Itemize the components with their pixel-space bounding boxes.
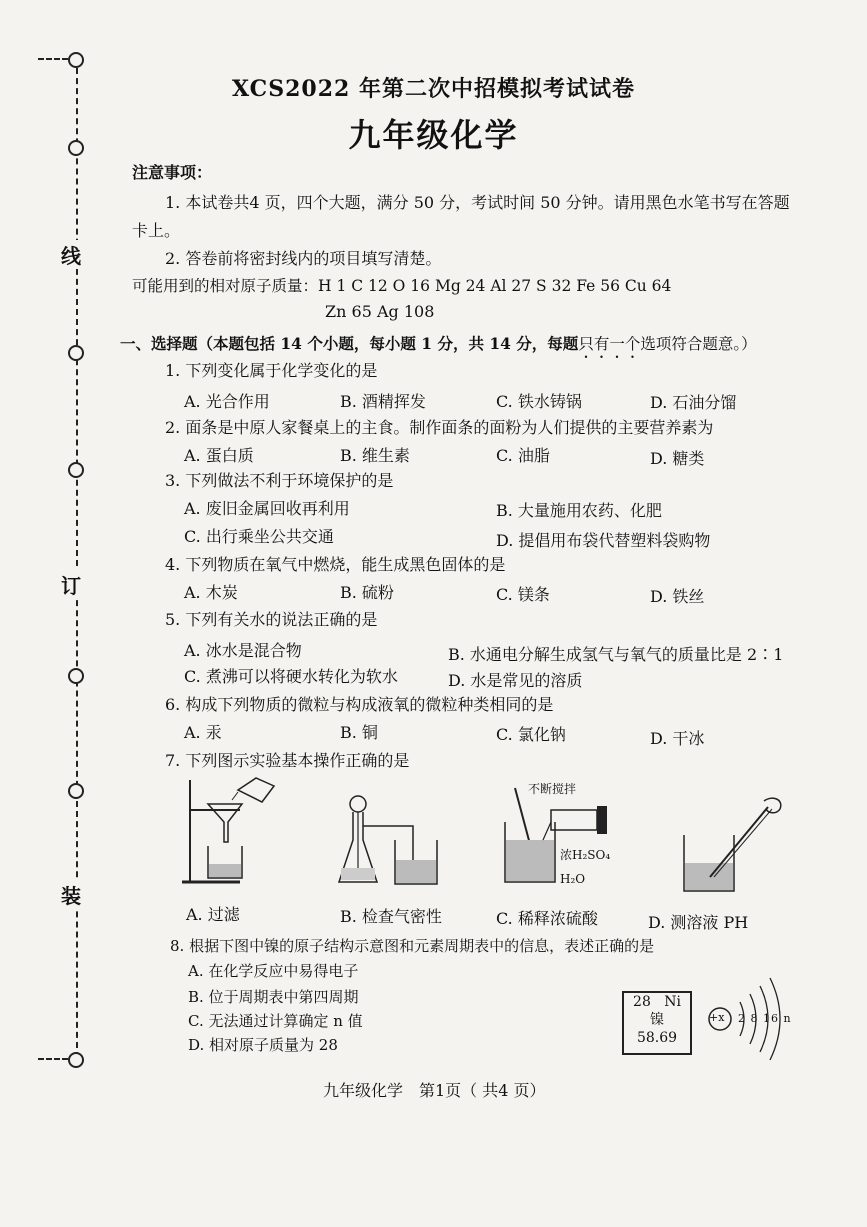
question-2-stem: 2. 面条是中原人家餐桌上的主食。制作面条的面粉为人们提供的主要营养素为 <box>165 418 714 437</box>
binding-hole <box>68 345 84 361</box>
electron-shells: 2 8 16 n <box>738 1012 792 1025</box>
question-5-stem: 5. 下列有关水的说法正确的是 <box>165 610 378 629</box>
q6-option-c: C. 氯化钠 <box>496 725 566 744</box>
section1-heading-pre: 一、选择题（本题包括 14 个小题，每小题 1 分，共 14 分，每题 <box>120 334 579 353</box>
q3-option-a: A. 废旧金属回收再利用 <box>184 499 350 518</box>
question-3-stem: 3. 下列做法不利于环境保护的是 <box>165 471 394 490</box>
q5-option-d: D. 水是常见的溶质 <box>448 671 583 690</box>
q4-option-b: B. 硫粉 <box>340 583 394 602</box>
q7-option-c: C. 稀释浓硫酸 <box>496 909 598 928</box>
binding-char-zhuang: 装 <box>61 880 81 909</box>
q1-option-a: A. 光合作用 <box>184 392 270 411</box>
q3-option-c: C. 出行乘坐公共交通 <box>184 527 334 546</box>
airtightness-figure <box>335 790 445 890</box>
question-1-stem: 1. 下列变化属于化学变化的是 <box>165 361 378 380</box>
q1-option-d: D. 石油分馏 <box>650 393 737 412</box>
question-7-stem: 7. 下列图示实验基本操作正确的是 <box>165 751 410 770</box>
notice-item2: 2. 答卷前将密封线内的项目填写清楚。 <box>165 249 442 268</box>
question-8-stem: 8. 根据下图中镍的原子结构示意图和元素周期表中的信息，表述正确的是 <box>170 937 655 955</box>
q1-option-c: C. 铁水铸锅 <box>496 392 582 411</box>
q4-option-c: C. 镁条 <box>496 585 550 604</box>
ph-test-figure <box>680 795 790 895</box>
atomic-mass-line1: 可能用到的相对原子质量：H 1 C 12 O 16 Mg 24 Al 27 S 32 Fe 56 Cu 64 <box>132 277 672 295</box>
nickel-element-cell <box>622 991 692 1055</box>
q3-option-d: D. 提倡用布袋代替塑料袋购物 <box>496 531 711 550</box>
question-4-stem: 4. 下列物质在氧气中燃烧，能生成黑色固体的是 <box>165 555 506 574</box>
element-name: 镍 <box>650 1012 664 1028</box>
q6-option-b: B. 铜 <box>340 723 378 742</box>
q7-option-a: A. 过滤 <box>186 905 240 924</box>
binding-dash-top <box>38 58 68 60</box>
q4-option-a: A. 木炭 <box>184 583 238 602</box>
acid-label: 浓H₂SO₄ <box>560 848 611 862</box>
q8-option-c: C. 无法通过计算确定 n 值 <box>188 1012 363 1030</box>
element-number: 28 <box>633 994 651 1010</box>
q8-option-a: A. 在化学反应中易得电子 <box>188 962 359 980</box>
q2-option-c: C. 油脂 <box>496 446 550 465</box>
binding-char-xian: 线 <box>61 240 81 269</box>
binding-hole <box>68 1052 84 1068</box>
element-number-symbol <box>624 993 690 1011</box>
filtration-figure <box>180 772 280 892</box>
binding-hole <box>68 668 84 684</box>
q5-option-a: A. 冰水是混合物 <box>184 641 302 660</box>
binding-dash-bottom <box>38 1058 68 1060</box>
binding-hole <box>68 52 84 68</box>
section1-heading-post: 选项符合题意。） <box>640 335 757 353</box>
q5-option-b: B. 水通电分解生成氢气与氧气的质量比是 2∶1 <box>448 645 784 664</box>
binding-hole <box>68 783 84 799</box>
q4-option-d: D. 铁丝 <box>650 587 705 606</box>
exam-title: XCS2022 年第二次中招模拟考试试卷 <box>232 76 635 102</box>
subject-title: 九年级化学 <box>348 116 519 154</box>
q7-option-d: D. 测溶液 PH <box>648 913 749 932</box>
water-label: H₂O <box>560 872 586 886</box>
q7-option-b: B. 检查气密性 <box>340 907 442 926</box>
q5-option-c: C. 煮沸可以将硬水转化为软水 <box>184 667 398 686</box>
q2-option-d: D. 糖类 <box>650 449 705 468</box>
notice-heading: 注意事项： <box>132 163 213 182</box>
q8-option-b: B. 位于周期表中第四周期 <box>188 988 359 1006</box>
notice-item1-line1: 1. 本试卷共4 页，四个大题，满分 50 分，考试时间 50 分钟。请用黑色水笔书写在答题 <box>165 193 790 212</box>
atomic-mass-line2: Zn 65 Ag 108 <box>325 302 435 321</box>
nucleus-charge: +x <box>709 1011 725 1024</box>
q8-option-d: D. 相对原子质量为 28 <box>188 1036 338 1054</box>
q3-option-b: B. 大量施用农药、化肥 <box>496 501 662 520</box>
question-6-stem: 6. 构成下列物质的微粒与构成液氧的微粒种类相同的是 <box>165 695 554 714</box>
q6-option-a: A. 汞 <box>184 723 222 742</box>
stir-label: 不断搅拌 <box>528 782 577 796</box>
q2-option-b: B. 维生素 <box>340 446 410 465</box>
section1-heading-emphasis: 只有一个 <box>578 335 641 353</box>
q1-option-b: B. 酒精挥发 <box>340 392 426 411</box>
page-footer: 九年级化学 第1页（ 共4 页） <box>323 1081 546 1100</box>
element-mass: 58.69 <box>636 1030 678 1046</box>
binding-char-ding: 订 <box>61 570 81 599</box>
notice-item1-line2: 卡上。 <box>132 221 181 240</box>
binding-hole <box>68 462 84 478</box>
element-symbol: Ni <box>664 994 681 1010</box>
q2-option-a: A. 蛋白质 <box>184 446 254 465</box>
q6-option-d: D. 干冰 <box>650 729 705 748</box>
